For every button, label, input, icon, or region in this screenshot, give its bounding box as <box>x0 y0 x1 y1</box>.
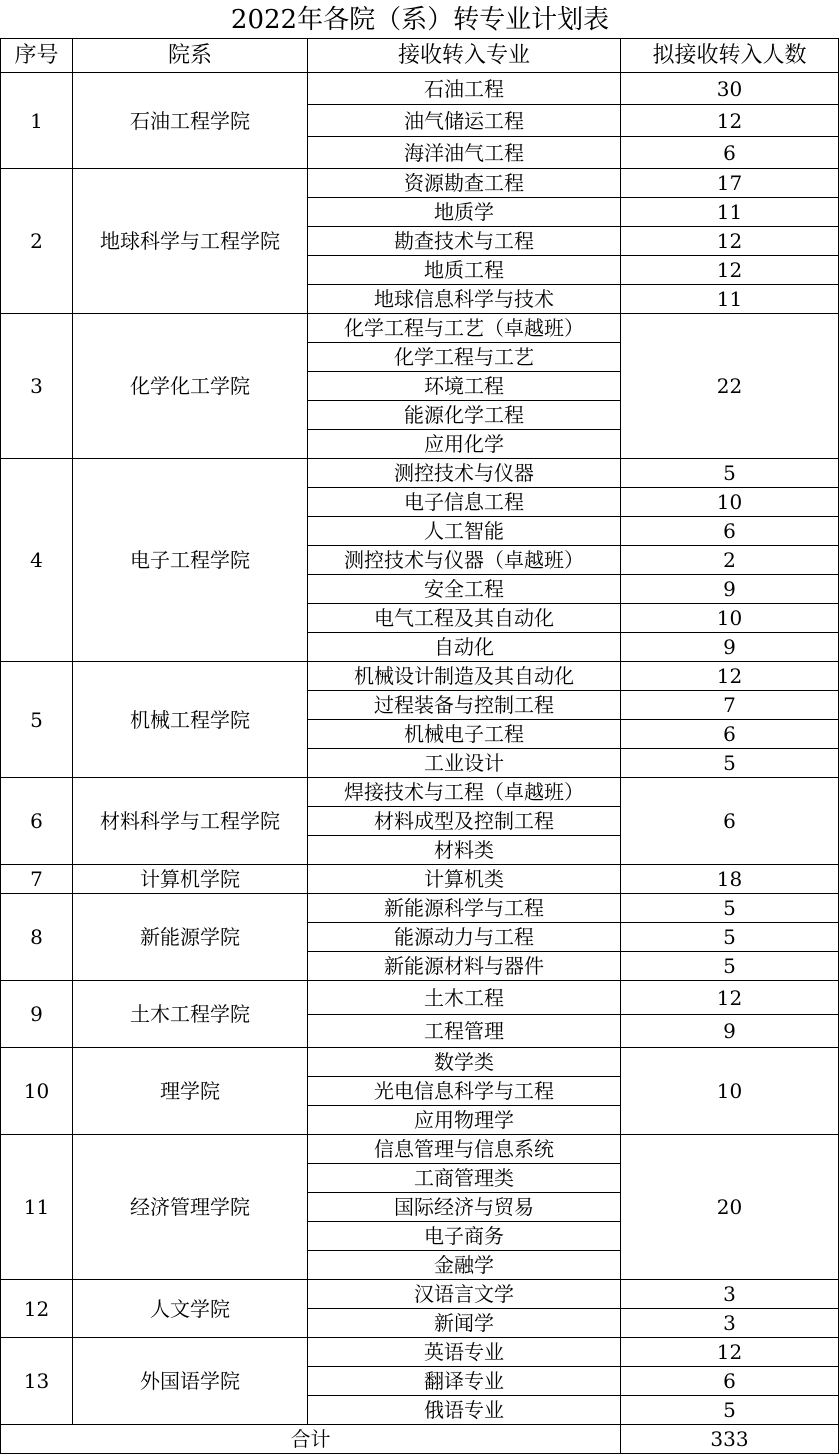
table-row <box>1 894 839 923</box>
major-name: 应用物理学 <box>308 1106 621 1135</box>
total-label: 合计 <box>1 1425 621 1454</box>
transfer-count: 12 <box>621 1338 839 1367</box>
major-name: 电子信息工程 <box>308 488 621 517</box>
major-name: 化学工程与工艺（卓越班） <box>308 314 621 343</box>
major-name: 勘查技术与工程 <box>308 227 621 256</box>
major-name: 工商管理类 <box>308 1164 621 1193</box>
transfer-count: 12 <box>621 981 839 1015</box>
row-index: 3 <box>1 314 73 459</box>
college-name: 电子工程学院 <box>73 459 308 662</box>
transfer-count: 5 <box>621 923 839 952</box>
total-row <box>1 1425 839 1454</box>
transfer-count: 6 <box>621 778 839 865</box>
table-row <box>1 981 839 1015</box>
major-name: 测控技术与仪器 <box>308 459 621 488</box>
row-index: 13 <box>1 1338 73 1425</box>
college-name: 计算机学院 <box>73 865 308 894</box>
major-name: 能源化学工程 <box>308 401 621 430</box>
transfer-count: 10 <box>621 488 839 517</box>
transfer-count: 12 <box>621 662 839 691</box>
major-name: 测控技术与仪器（卓越班） <box>308 546 621 575</box>
college-name: 化学化工学院 <box>73 314 308 459</box>
major-name: 地质学 <box>308 198 621 227</box>
major-name: 能源动力与工程 <box>308 923 621 952</box>
transfer-count: 6 <box>621 1367 839 1396</box>
major-name: 信息管理与信息系统 <box>308 1135 621 1164</box>
row-index: 1 <box>1 73 73 169</box>
major-name: 新能源科学与工程 <box>308 894 621 923</box>
major-name: 电气工程及其自动化 <box>308 604 621 633</box>
transfer-count: 17 <box>621 169 839 198</box>
transfer-count: 30 <box>621 73 839 105</box>
table-row <box>1 1280 839 1309</box>
row-index: 2 <box>1 169 73 314</box>
table-row <box>1 1135 839 1164</box>
major-name: 光电信息科学与工程 <box>308 1077 621 1106</box>
transfer-count: 5 <box>621 1396 839 1425</box>
major-name: 土木工程 <box>308 981 621 1015</box>
transfer-count: 11 <box>621 198 839 227</box>
transfer-count: 5 <box>621 459 839 488</box>
transfer-count: 5 <box>621 894 839 923</box>
major-name: 资源勘查工程 <box>308 169 621 198</box>
major-name: 电子商务 <box>308 1222 621 1251</box>
row-index: 6 <box>1 778 73 865</box>
major-name: 焊接技术与工程（卓越班） <box>308 778 621 807</box>
major-name: 数学类 <box>308 1048 621 1077</box>
transfer-count: 2 <box>621 546 839 575</box>
major-name: 新能源材料与器件 <box>308 952 621 981</box>
total-count: 333 <box>621 1425 839 1454</box>
college-name: 人文学院 <box>73 1280 308 1338</box>
transfer-count: 6 <box>621 720 839 749</box>
major-name: 石油工程 <box>308 73 621 105</box>
transfer-count: 18 <box>621 865 839 894</box>
transfer-count: 10 <box>621 604 839 633</box>
table-row <box>1 169 839 198</box>
major-name: 俄语专业 <box>308 1396 621 1425</box>
table-row <box>1 73 839 105</box>
college-name: 地球科学与工程学院 <box>73 169 308 314</box>
major-name: 工程管理 <box>308 1015 621 1048</box>
transfer-plan-table <box>0 38 839 1454</box>
major-name: 化学工程与工艺 <box>308 343 621 372</box>
transfer-count: 20 <box>621 1135 839 1280</box>
major-name: 应用化学 <box>308 430 621 459</box>
college-name: 机械工程学院 <box>73 662 308 778</box>
row-index: 7 <box>1 865 73 894</box>
major-name: 工业设计 <box>308 749 621 778</box>
major-name: 材料成型及控制工程 <box>308 807 621 836</box>
table-row <box>1 1338 839 1367</box>
major-name: 油气储运工程 <box>308 105 621 137</box>
college-name: 土木工程学院 <box>73 981 308 1048</box>
major-name: 新闻学 <box>308 1309 621 1338</box>
major-name: 机械电子工程 <box>308 720 621 749</box>
table-row <box>1 778 839 807</box>
major-name: 人工智能 <box>308 517 621 546</box>
transfer-count: 9 <box>621 1015 839 1048</box>
transfer-count: 6 <box>621 137 839 169</box>
college-name: 经济管理学院 <box>73 1135 308 1280</box>
header-index: 序号 <box>1 39 73 73</box>
transfer-count: 5 <box>621 749 839 778</box>
major-name: 自动化 <box>308 633 621 662</box>
transfer-count: 9 <box>621 575 839 604</box>
college-name: 材料科学与工程学院 <box>73 778 308 865</box>
major-name: 计算机类 <box>308 865 621 894</box>
major-name: 安全工程 <box>308 575 621 604</box>
transfer-count: 12 <box>621 105 839 137</box>
college-name: 新能源学院 <box>73 894 308 981</box>
row-index: 10 <box>1 1048 73 1135</box>
header-row <box>1 39 839 73</box>
major-name: 过程装备与控制工程 <box>308 691 621 720</box>
transfer-count: 3 <box>621 1280 839 1309</box>
college-name: 理学院 <box>73 1048 308 1135</box>
row-index: 9 <box>1 981 73 1048</box>
major-name: 机械设计制造及其自动化 <box>308 662 621 691</box>
row-index: 11 <box>1 1135 73 1280</box>
table-row <box>1 1048 839 1077</box>
transfer-count: 10 <box>621 1048 839 1135</box>
header-count: 拟接收转入人数 <box>621 39 839 73</box>
header-major: 接收转入专业 <box>308 39 621 73</box>
major-name: 汉语言文学 <box>308 1280 621 1309</box>
major-name: 国际经济与贸易 <box>308 1193 621 1222</box>
transfer-count: 3 <box>621 1309 839 1338</box>
transfer-count: 9 <box>621 633 839 662</box>
row-index: 12 <box>1 1280 73 1338</box>
row-index: 8 <box>1 894 73 981</box>
table-row <box>1 314 839 343</box>
table-row <box>1 459 839 488</box>
table-row <box>1 662 839 691</box>
major-name: 地质工程 <box>308 256 621 285</box>
transfer-count: 6 <box>621 517 839 546</box>
transfer-count: 12 <box>621 256 839 285</box>
transfer-count: 22 <box>621 314 839 459</box>
transfer-count: 12 <box>621 227 839 256</box>
major-name: 英语专业 <box>308 1338 621 1367</box>
major-name: 海洋油气工程 <box>308 137 621 169</box>
transfer-count: 5 <box>621 952 839 981</box>
major-name: 环境工程 <box>308 372 621 401</box>
major-name: 金融学 <box>308 1251 621 1280</box>
major-name: 材料类 <box>308 836 621 865</box>
page-title: 2022年各院（系）转专业计划表 <box>230 5 610 35</box>
college-name: 外国语学院 <box>73 1338 308 1425</box>
row-index: 5 <box>1 662 73 778</box>
header-college: 院系 <box>73 39 308 73</box>
transfer-count: 11 <box>621 285 839 314</box>
table-row <box>1 865 839 894</box>
row-index: 4 <box>1 459 73 662</box>
transfer-count: 7 <box>621 691 839 720</box>
major-name: 翻译专业 <box>308 1367 621 1396</box>
college-name: 石油工程学院 <box>73 73 308 169</box>
major-name: 地球信息科学与技术 <box>308 285 621 314</box>
